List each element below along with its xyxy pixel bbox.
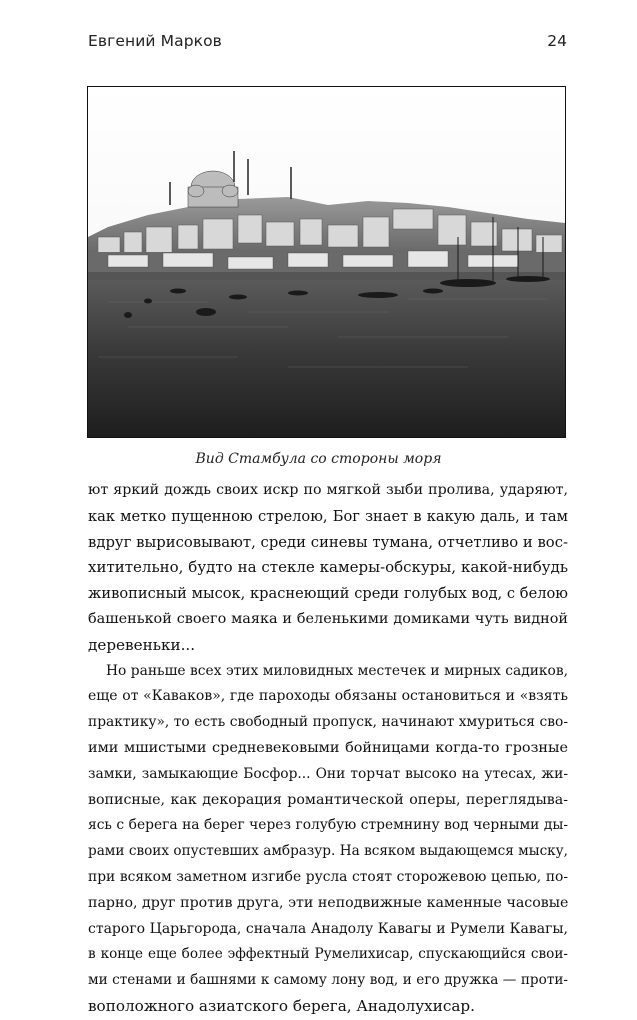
text-line: деревеньки... bbox=[88, 635, 196, 654]
running-head-author: Евгений Марков bbox=[88, 32, 222, 50]
text-line: замки, замыкающие Босфор... Они торчат высоко на утесах, жи- bbox=[88, 765, 568, 782]
text-line: рами своих опустевших амбразур. На всяком выдающемся мыску, bbox=[88, 843, 568, 860]
text-line: живописный мысок, краснеющий среди голубых вод, с белою bbox=[88, 585, 568, 603]
istanbul-photo bbox=[87, 86, 566, 438]
body-text bbox=[88, 478, 568, 1020]
text-line: еще от «Каваков», где пароходы обязаны остановиться и «взять bbox=[88, 688, 568, 705]
text-line: башенькой своего маяка и беленькими домиками чуть видной bbox=[88, 610, 568, 627]
text-line: хитительно, будто на стекле камеры-обскуры, какой-нибудь bbox=[88, 558, 568, 577]
text-line: парно, друг против друга, эти неподвижные каменные часовые bbox=[88, 894, 568, 911]
text-line: вдруг вырисовывают, среди синевы тумана, отчетливо и вос- bbox=[88, 533, 568, 551]
text-line: вописные, как декорация романтической оперы, переглядыва- bbox=[88, 791, 568, 808]
text-line: старого Царьгорода, сначала Анадолу Кавагы и Румели Кавагы, bbox=[88, 920, 568, 937]
text-line: ими мшистыми средневековыми бойницами когда-то грозные bbox=[88, 739, 568, 756]
text-line: практику», то есть свободный пропуск, начинают хмуриться сво- bbox=[88, 714, 568, 731]
text-line: ясь с берега на берег через голубую стремнину вод черными ды- bbox=[88, 817, 568, 834]
text-line: ми стенами и башнями к самому лону вод, и его дружка — проти- bbox=[88, 972, 568, 989]
text-line: при всяком заметном изгибе русла стоят сторожевою цепью, по- bbox=[88, 868, 568, 885]
text-line: Но раньше всех этих миловидных местечек и мирных садиков, bbox=[106, 662, 568, 679]
text-line: ют яркий дождь своих искр по мягкой зыби пролива, ударяют, bbox=[88, 482, 568, 498]
page-number: 24 bbox=[547, 32, 567, 50]
figure-caption: Вид Стамбула со стороны моря bbox=[195, 451, 442, 467]
text-line: как метко пущенною стрелою, Бог знает в какую даль, и там bbox=[88, 507, 568, 525]
text-line: в конце еще более эффектный Румелихисар, спускающийся свои- bbox=[88, 946, 568, 963]
text-line: воположного азиатского берега, Анадолухисар. bbox=[88, 996, 475, 1015]
